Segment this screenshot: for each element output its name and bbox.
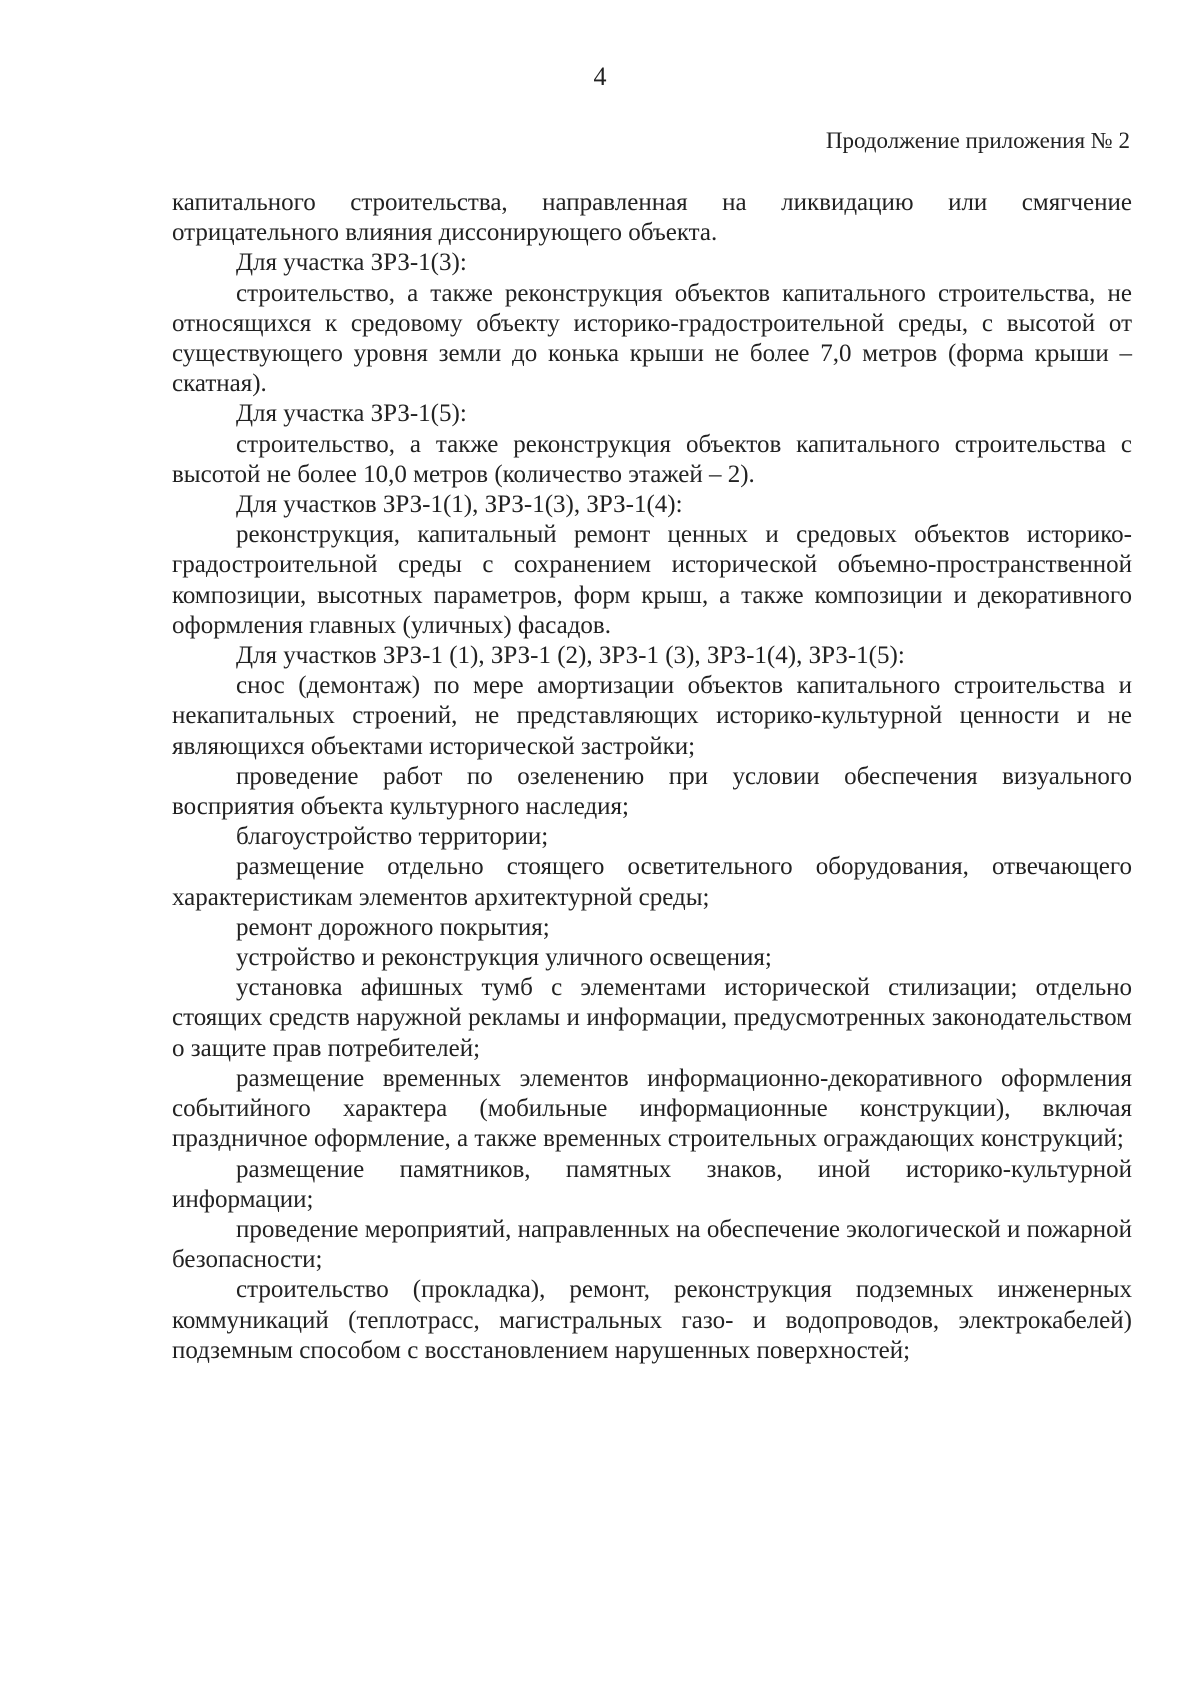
paragraph: размещение временных элементов информационно-декоративного оформления событийного характера (мобильные информационные конструкции), включая праздничное оформление, а также временных строительных ограждающих конструкций; <box>172 1064 1132 1153</box>
paragraph: проведение работ по озеленению при условии обеспечения визуального восприятия объекта культурного наследия; <box>172 762 1132 821</box>
paragraph: установка афишных тумб с элементами исторической стилизации; отдельно стоящих средств наружной рекламы и информации, предусмотренных законодательством о защите прав потребителей; <box>172 974 1132 1062</box>
page-number: 4 <box>593 62 607 91</box>
paragraph: строительство (прокладка), ремонт, реконструкция подземных инженерных коммуникаций (теплотрасс, магистральных газо- и водопроводов, электрокабелей) подземным способом с восстановлением нарушенных поверхностей; <box>172 1276 1132 1364</box>
appendix-continuation-label: Продолжение приложения № 2 <box>825 128 1130 153</box>
document-body <box>172 188 1132 1366</box>
section-heading: Для участка ЗРЗ-1(5): <box>236 400 467 428</box>
paragraph: проведение мероприятий, направленных на обеспечение экологической и пожарной безопасности; <box>172 1215 1132 1274</box>
paragraph: капитального строительства, направленная на ликвидацию или смягчение отрицательного влияния диссонирующего объекта. <box>172 189 1132 247</box>
paragraph: ремонт дорожного покрытия; <box>236 913 550 941</box>
paragraph: устройство и реконструкция уличного освещения; <box>236 944 772 972</box>
section-heading: Для участка ЗРЗ-1(3): <box>236 249 467 277</box>
paragraph: строительство, а также реконструкция объектов капитального строительства с высотой не более 10,0 метров (количество этажей – 2). <box>172 430 1132 488</box>
paragraph: размещение отдельно стоящего осветительного оборудования, отвечающего характеристикам элементов архитектурной среды; <box>172 853 1132 911</box>
section-heading: Для участков ЗРЗ-1 (1), ЗРЗ-1 (2), ЗРЗ-1 (3), ЗРЗ-1(4), ЗРЗ-1(5): <box>236 642 905 670</box>
paragraph: размещение памятников, памятных знаков, иной историко-культурной информации; <box>172 1155 1132 1213</box>
section-heading: Для участков ЗРЗ-1(1), ЗРЗ-1(3), ЗРЗ-1(4): <box>236 491 683 519</box>
paragraph: снос (демонтаж) по мере амортизации объектов капитального строительства и некапитальных строений, не представляющих историко-культурной ценности и не являющихся объектами исторической застройки; <box>172 672 1132 760</box>
paragraph: строительство, а также реконструкция объектов капитального строительства, не относящихся к средовому объекту историко-градостроительной среды, с высотой от существующего уровня земли до конька крыши не более 7,0 метров (форма крыши – скатная). <box>172 279 1132 398</box>
paragraph: реконструкция, капитальный ремонт ценных и средовых объектов историко-градостроительной среды с сохранением исторической объемно-пространственной композиции, высотных параметров, форм крыш, а также композиции и декоративного оформления главных (уличных) фасадов. <box>172 521 1132 639</box>
paragraph: благоустройство территории; <box>236 823 549 851</box>
